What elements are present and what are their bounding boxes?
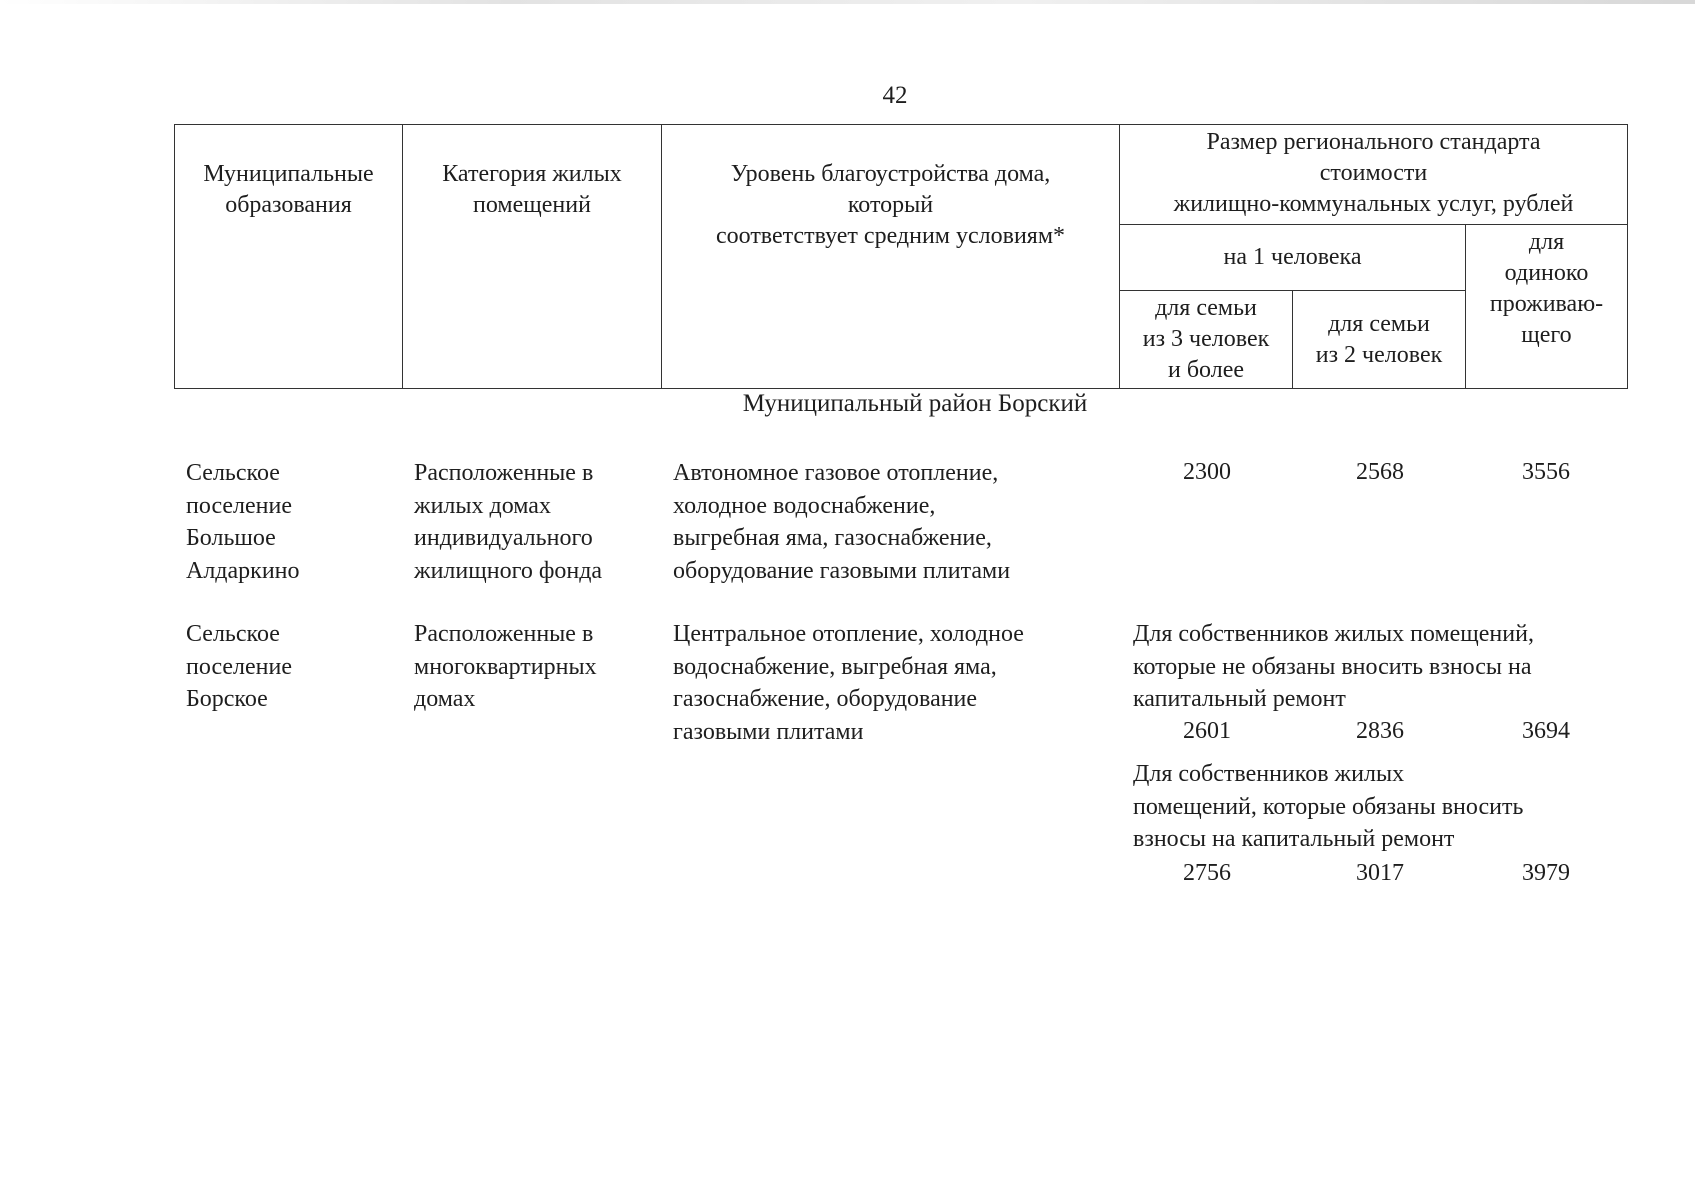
row1-value-single: 3556 [1522,459,1570,485]
row2-value2-family3: 2756 [1183,860,1231,886]
row2-note-not-obliged: Для собственников жилых помещений, которые не обязаны вносить взносы на капитальный ремонт [1133,621,1534,712]
row2-value1-family2: 2836 [1356,718,1404,744]
header-per-person: на 1 человека [1120,225,1466,291]
row2-level: Центральное отопление, холодное водоснабжение, выгребная яма, газоснабжение, оборудование газовыми плитами [673,621,1024,745]
row2-value1-family3: 2601 [1183,718,1231,744]
row1-category: Расположенные в жилых домах индивидуального жилищного фонда [414,460,603,584]
header-standard-size: Размер регионального стандарта стоимости жилищно-коммунальных услуг, рублей [1120,125,1628,225]
row1-value-family3: 2300 [1183,459,1231,485]
row2-value2-family2: 3017 [1356,860,1404,886]
row2-value1-single: 3694 [1522,718,1570,744]
section-title: Муниципальный район Борский [742,390,1088,417]
header-family-2: для семьи из 2 человек [1293,291,1466,389]
table-header [174,124,1628,389]
header-level: Уровень благоустройства дома, который соответствует средним условиям* [662,125,1120,389]
row2-value2-single: 3979 [1522,860,1570,886]
header-municipalities: Муниципальные образования [175,125,403,389]
header-family-3: для семьи из 3 человек и более [1120,291,1293,389]
row2-municipality: Сельское поселение Борское [186,621,293,712]
header-single: для одиноко проживаю- щего [1466,225,1628,389]
row1-level: Автономное газовое отопление, холодное водоснабжение, выгребная яма, газоснабжение, оборудование газовыми плитами [673,460,1011,584]
row1-municipality: Сельское поселение Большое Алдаркино [186,460,300,584]
row1-value-family2: 2568 [1356,459,1404,485]
header-category: Категория жилых помещений [403,125,662,389]
row2-note-obliged: Для собственников жилых помещений, которые обязаны вносить взносы на капитальный ремонт [1133,761,1524,852]
scan-top-edge [0,0,1695,4]
page-number: 42 [882,82,908,109]
row2-category: Расположенные в многоквартирных домах [414,621,597,712]
